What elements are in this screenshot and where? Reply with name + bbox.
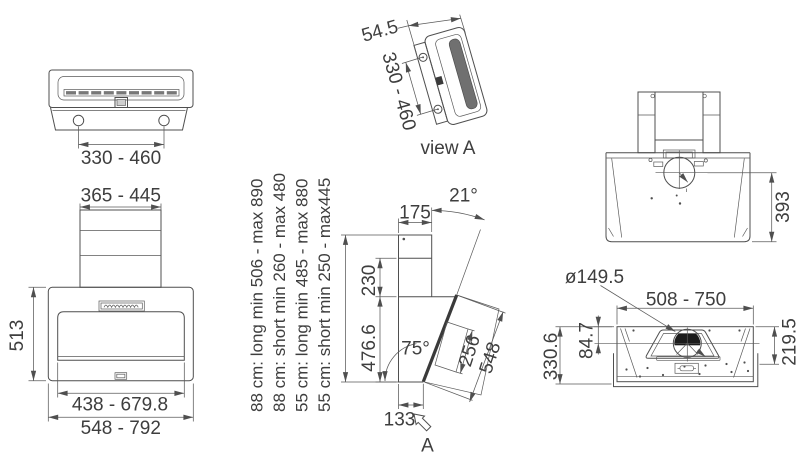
front-view-drawing: [7, 186, 193, 440]
rear-inner-slants: [609, 159, 748, 238]
front-buttons: [104, 305, 138, 307]
dim-tilt-angle-label: 21°: [449, 185, 478, 207]
chimney-note-2: 88 cm: short min 260 - max 480: [270, 172, 289, 412]
chimney-note-3: 55 cm: long min 485 - max 880: [292, 178, 312, 412]
view-a-dim-depth: [409, 18, 461, 25]
dim-plan-depth-label: 330.6: [541, 332, 562, 381]
view-a-glass-strip: [448, 38, 478, 110]
front-ext-height: [29, 287, 47, 380]
rear-rail-right: [703, 92, 720, 153]
dim-bottom-depth-label: 133: [383, 409, 416, 431]
dim-duct-to-bottom-label: 393: [773, 191, 794, 223]
rear-slot-right: [694, 162, 703, 167]
dim-duct-to-front-label: 219.5: [779, 318, 800, 366]
rear-ext-393: [708, 173, 777, 242]
rear-screw-glyph-right: [704, 159, 707, 162]
front-glass-panel: [58, 312, 185, 361]
dim-glass-width-label: 438 - 679.8: [71, 394, 169, 416]
dim-duct-diameter-label: ø149.5: [564, 267, 625, 288]
dim-overall-width-label: 548 - 792: [80, 418, 161, 439]
dim-upper-height-label: 230: [359, 264, 380, 297]
view-a-depth-leader: [398, 26, 409, 28]
view-direction-arrow-icon: [414, 414, 431, 431]
chimney-note-4: 55 cm: short min 250 - max445: [315, 177, 334, 412]
chimney-note-1: 88 cm: long min 506 - max 890: [247, 178, 267, 412]
rear-slot-left: [654, 162, 663, 167]
rear-mount-dots: [651, 189, 687, 205]
side-body-outline: [399, 235, 456, 382]
mount-hole-right: [159, 115, 169, 125]
top-view-drawing: [49, 70, 193, 169]
rear-chimney-panel: [655, 92, 703, 140]
top-view-inner-panel: [58, 77, 184, 101]
rear-screw-glyph-left: [649, 158, 652, 161]
mount-hole-left: [73, 115, 83, 125]
dim-lower-height-label: 476.6: [359, 324, 380, 372]
front-chimney: [80, 210, 161, 287]
view-direction-label: A: [421, 435, 434, 457]
dim-plan-width-label: 508 - 750: [645, 289, 727, 311]
front-ext-glass: [58, 363, 185, 398]
dim-top-depth-label: 175: [399, 202, 431, 224]
dim-height-label: 513: [7, 319, 28, 352]
top-view-junction-box: [115, 98, 128, 108]
side-arc-21: [432, 210, 485, 220]
side-view-drawing: [359, 186, 506, 457]
dim-glass-length-label: 548: [475, 339, 506, 377]
front-handle: [115, 373, 127, 380]
rear-screw-left: [651, 94, 655, 98]
front-chimney-sections: [80, 231, 161, 256]
view-a-label: view A: [420, 138, 476, 159]
side-angle-extensions: [432, 208, 481, 296]
rear-duct-radius-arrow: [679, 173, 688, 183]
dim-window-length-label: 256: [455, 332, 485, 370]
dim-chimney-width-label: 365 - 445: [80, 185, 161, 207]
rear-body: [606, 153, 750, 242]
view-a-drawing: [359, 15, 488, 159]
dim-glass-angle-label: 75°: [401, 338, 430, 360]
top-view-lower-trapezoid: [51, 108, 188, 131]
dim-hole-spacing-label: 330 - 460: [80, 148, 162, 169]
rear-rail-left: [638, 92, 655, 153]
plan-view-drawing: [541, 267, 800, 387]
side-screw-dot: [403, 238, 406, 241]
view-a-tab: [435, 76, 443, 85]
dim-view-a-depth-label: 54.5: [359, 16, 401, 47]
dim-duct-offset-label: 84.7: [576, 322, 598, 359]
dim-view-a-holes-label: 330 - 460: [377, 50, 420, 133]
front-control-panel: [99, 301, 144, 311]
rear-view-drawing: [606, 92, 794, 242]
plan-control-box: [675, 363, 698, 373]
plan-ext-2195: [756, 327, 780, 365]
